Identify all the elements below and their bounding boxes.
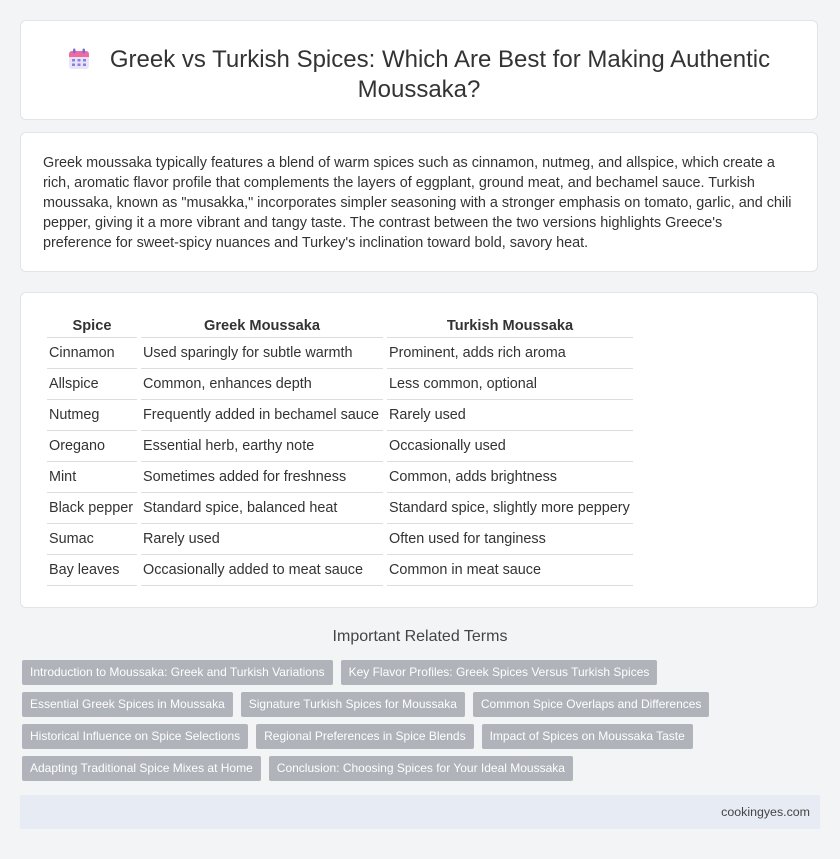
table-cell: Oregano [47,431,137,462]
related-term-tag[interactable]: Conclusion: Choosing Spices for Your Ideal Moussaka [269,756,573,781]
related-term-tag[interactable]: Common Spice Overlaps and Differences [473,692,710,717]
table-cell: Frequently added in bechamel sauce [141,400,383,431]
table-cell: Occasionally added to meat sauce [141,555,383,586]
table-cell: Nutmeg [47,400,137,431]
table-cell: Standard spice, balanced heat [141,493,383,524]
related-term-tag[interactable]: Signature Turkish Spices for Moussaka [241,692,465,717]
page-title-row [21,45,817,105]
table-cell: Sumac [47,524,137,555]
table-row [47,462,633,493]
table-cell: Mint [47,462,137,493]
table-cell: Used sparingly for subtle warmth [141,338,383,369]
table-row [47,400,633,431]
related-term-tag[interactable]: Essential Greek Spices in Moussaka [22,692,233,717]
table-cell: Common, enhances depth [141,369,383,400]
related-term-tag[interactable]: Impact of Spices on Moussaka Taste [482,724,693,749]
related-term-tag[interactable]: Introduction to Moussaka: Greek and Turkish Variations [22,660,333,685]
table-cell: Sometimes added for freshness [141,462,383,493]
table-cell: Black pepper [47,493,137,524]
table-row [47,369,633,400]
table-cell: Less common, optional [387,369,633,400]
column-header-turkish: Turkish Moussaka [387,315,633,338]
related-terms-list [22,660,812,781]
related-term-tag[interactable]: Regional Preferences in Spice Blends [256,724,473,749]
table-row [47,524,633,555]
table-cell: Rarely used [387,400,633,431]
footer-site-name[interactable]: cookingyes.com [721,805,810,819]
intro-card [20,132,818,272]
footer [20,795,820,829]
table-cell: Standard spice, slightly more peppery [387,493,633,524]
spice-comparison-table [43,315,637,586]
table-row [47,493,633,524]
table-cell: Essential herb, earthy note [141,431,383,462]
title-card [20,20,818,120]
intro-paragraph: Greek moussaka typically features a blend of warm spices such as cinnamon, nutmeg, and allspice, which create a rich, aromatic flavor profile that complements the layers of eggplant, ground meat, and bechamel sauce. Turkish moussaka, known as "musakka," incorporates simpler seasoning with a stronger emphasis on tomato, garlic, and chili pepper, giving it a more vibrant and tangy taste. The contrast between the two versions highlights Greece's preference for sweet-spicy nuances and Turkey's inclination toward bold, savory heat. [43,155,792,251]
comparison-table-card [20,292,818,608]
table-cell: Prominent, adds rich aroma [387,338,633,369]
table-cell: Cinnamon [47,338,137,369]
table-row [47,555,633,586]
related-terms-heading: Important Related Terms [332,628,508,645]
related-term-tag[interactable]: Key Flavor Profiles: Greek Spices Versus Turkish Spices [341,660,658,685]
table-cell: Occasionally used [387,431,633,462]
related-term-tag[interactable]: Historical Influence on Spice Selections [22,724,248,749]
column-header-spice: Spice [47,315,137,338]
table-cell: Allspice [47,369,137,400]
related-term-tag[interactable]: Adapting Traditional Spice Mixes at Home [22,756,261,781]
table-cell: Common in meat sauce [387,555,633,586]
table-header-row [47,315,633,338]
table-row [47,338,633,369]
table-cell: Bay leaves [47,555,137,586]
table-cell: Common, adds brightness [387,462,633,493]
page-title: Greek vs Turkish Spices: Which Are Best for Making Authentic Moussaka? [109,46,771,103]
table-cell: Rarely used [141,524,383,555]
table-cell: Often used for tanginess [387,524,633,555]
table-row [47,431,633,462]
calendar-icon [68,48,90,70]
column-header-greek: Greek Moussaka [141,315,383,338]
